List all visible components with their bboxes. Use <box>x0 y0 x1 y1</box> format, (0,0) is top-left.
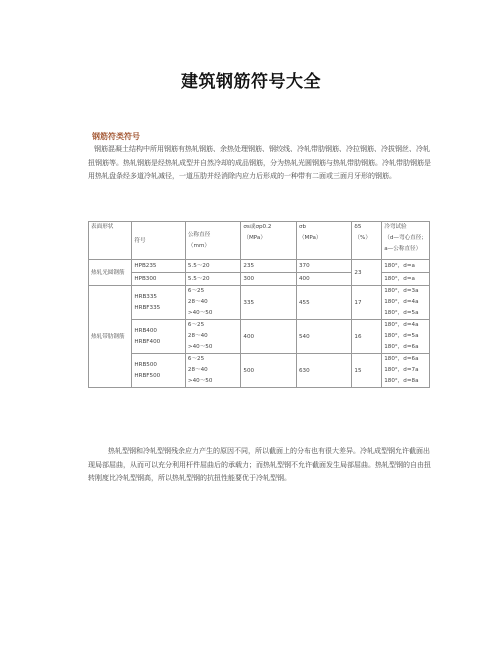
table-row <box>89 354 430 388</box>
header-grade: 符号 <box>132 222 186 260</box>
bend-cell: 180°，d=6a 180°，d=7a 180°，d=8a <box>382 354 430 388</box>
grade-cell: HPB235 <box>132 260 186 273</box>
grade-cell: HRB400 HRBF400 <box>132 320 186 354</box>
yield-cell: 300 <box>241 273 297 286</box>
header-bend: 冷弯试验 （d—弯心直径； a—公称直径） <box>382 222 430 260</box>
bend-cell: 180°，d=3a 180°，d=4a 180°，d=5a <box>382 286 430 320</box>
diameter-cell: 5.5～20 <box>185 273 240 286</box>
header-tensile: σb （MPa） <box>296 222 351 260</box>
section-heading: 钢筋符类符号 <box>92 132 140 141</box>
header-shape: 表面形状 <box>89 222 132 260</box>
elongation-cell: 17 <box>352 286 382 320</box>
table-header-row <box>89 222 430 260</box>
table-row <box>89 286 430 320</box>
diameter-cell: 6～25 28～40 >40～50 <box>185 354 240 388</box>
steel-properties-table <box>88 221 430 388</box>
header-diameter: 公称直径 （mm） <box>185 222 240 260</box>
table-row <box>89 260 430 273</box>
grade-cell: HPB300 <box>132 273 186 286</box>
yield-cell: 335 <box>241 286 297 320</box>
header-yield: σs或σp0.2 （MPa） <box>241 222 297 260</box>
elongation-cell: 16 <box>352 320 382 354</box>
diameter-cell: 6～25 28～40 >40～50 <box>185 320 240 354</box>
elongation-cell: 23 <box>352 260 382 286</box>
yield-cell: 400 <box>241 320 297 354</box>
yield-cell: 235 <box>241 260 297 273</box>
tensile-cell: 370 <box>296 260 351 273</box>
tensile-cell: 630 <box>296 354 351 388</box>
intro-paragraph: 钢筋混凝土结构中所用钢筋有热轧钢筋、余热处理钢筋、钢绞线、冷轧带肋钢筋、冷拉钢筋、冷拔钢丝、冷轧扭钢筋等。热轧钢筋是经热轧成型并自然冷却的成品钢筋，分为热轧光圆钢筋与热轧带肋钢筋。冷轧带肋钢筋是用热轧盘条经多道冷轧减径，一道压肋并经消除内应力后形成的一种带有二面或三面月牙形的钢筋。 <box>88 145 431 180</box>
elongation-cell: 15 <box>352 354 382 388</box>
group-shape: 热轧光圆钢筋 <box>89 260 132 286</box>
bend-cell: 180°，d=a <box>382 273 430 286</box>
outro-paragraph: 热轧型钢和冷轧型钢残余应力产生的原因不同，所以截面上的分布也有很大差异。冷轧成型钢允许截面出现局部屈曲，从而可以充分利用杆件屈曲后的承载力；而热轧型钢不允许截面发生局部屈曲。热轧型钢的自由扭转刚度比冷轧型钢高，所以热轧型钢的抗扭性能要优于冷轧型钢。 <box>88 447 431 482</box>
diameter-cell: 6～25 28～40 >40～50 <box>185 286 240 320</box>
document-title: 建筑钢筋符号大全 <box>181 72 321 92</box>
yield-cell: 500 <box>241 354 297 388</box>
grade-cell: HRB335 HRBF335 <box>132 286 186 320</box>
table-row <box>89 320 430 354</box>
tensile-cell: 400 <box>296 273 351 286</box>
grade-cell: HRB500 HRBF500 <box>132 354 186 388</box>
header-elongation: δ5 （%） <box>352 222 382 260</box>
bend-cell: 180°，d=4a 180°，d=5a 180°，d=6a <box>382 320 430 354</box>
group-shape: 热轧带肋钢筋 <box>89 286 132 388</box>
tensile-cell: 540 <box>296 320 351 354</box>
bend-cell: 180°，d=a <box>382 260 430 273</box>
tensile-cell: 455 <box>296 286 351 320</box>
diameter-cell: 5.5～20 <box>185 260 240 273</box>
